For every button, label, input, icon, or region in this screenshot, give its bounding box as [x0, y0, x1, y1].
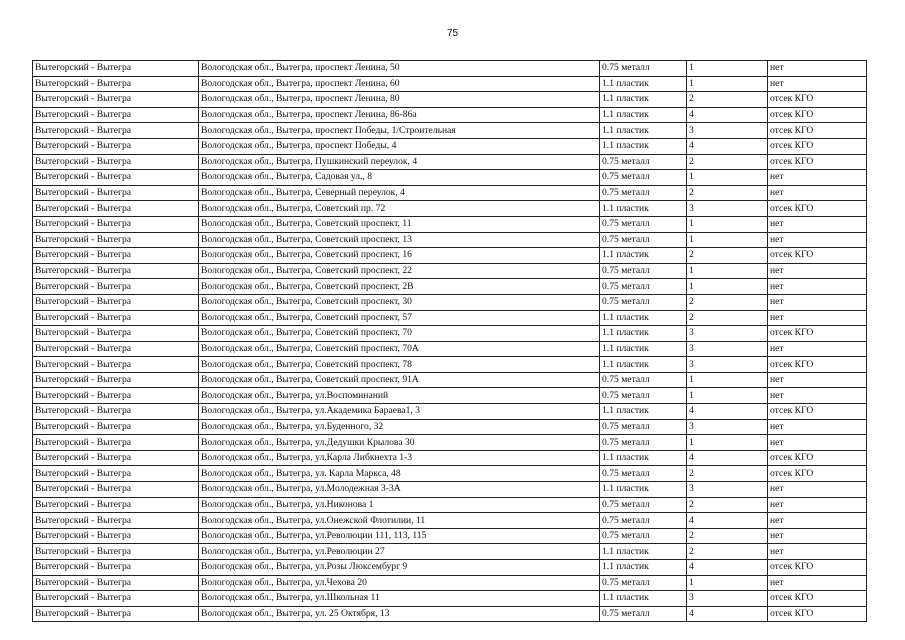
page-number: 75	[446, 28, 459, 39]
container-count-cell: 2	[687, 185, 768, 201]
address-cell: Вологодская обл., Вытегра, ул.Академика Бараева1, 3	[199, 404, 600, 420]
container-type-cell: 0.75 металл	[600, 263, 687, 279]
bulky-waste-cell: нет	[768, 388, 867, 404]
address-cell: Вологодская обл., Вытегра, Советский проспект, 57	[199, 310, 600, 326]
container-count-cell: 1	[687, 170, 768, 186]
container-type-cell: 0.75 металл	[600, 294, 687, 310]
bulky-waste-cell: отсек КГО	[768, 326, 867, 342]
district-cell: Вытегорский - Вытегра	[33, 279, 199, 295]
table-row	[33, 138, 867, 154]
district-cell: Вытегорский - Вытегра	[33, 185, 199, 201]
bulky-waste-cell: нет	[768, 435, 867, 451]
container-type-cell: 0.75 металл	[600, 606, 687, 622]
container-count-cell: 4	[687, 107, 768, 123]
container-count-cell: 4	[687, 138, 768, 154]
address-cell: Вологодская обл., Вытегра, ул.Никонова 1	[199, 497, 600, 513]
district-cell: Вытегорский - Вытегра	[33, 341, 199, 357]
bulky-waste-cell: нет	[768, 232, 867, 248]
bulky-waste-cell: отсек КГО	[768, 248, 867, 264]
table-row	[33, 294, 867, 310]
container-count-cell: 1	[687, 575, 768, 591]
bulky-waste-cell: нет	[768, 575, 867, 591]
container-type-cell: 1.1 пластик	[600, 310, 687, 326]
table-row	[33, 388, 867, 404]
table-row	[33, 185, 867, 201]
bulky-waste-cell: нет	[768, 263, 867, 279]
table-row	[33, 372, 867, 388]
container-type-cell: 0.75 металл	[600, 185, 687, 201]
table-row	[33, 419, 867, 435]
table-row	[33, 154, 867, 170]
bulky-waste-cell: нет	[768, 497, 867, 513]
district-cell: Вытегорский - Вытегра	[33, 435, 199, 451]
bulky-waste-cell: нет	[768, 341, 867, 357]
bulky-waste-cell: нет	[768, 372, 867, 388]
district-cell: Вытегорский - Вытегра	[33, 92, 199, 108]
container-type-cell: 0.75 металл	[600, 232, 687, 248]
bulky-waste-cell: отсек КГО	[768, 466, 867, 482]
district-cell: Вытегорский - Вытегра	[33, 560, 199, 576]
table-row	[33, 450, 867, 466]
address-cell: Вологодская обл., Вытегра, Советский проспект, 16	[199, 248, 600, 264]
container-count-cell: 3	[687, 326, 768, 342]
table-row	[33, 326, 867, 342]
table-row	[33, 216, 867, 232]
container-count-cell: 3	[687, 357, 768, 373]
district-cell: Вытегорский - Вытегра	[33, 466, 199, 482]
bulky-waste-cell: нет	[768, 61, 867, 77]
container-count-cell: 4	[687, 404, 768, 420]
district-cell: Вытегорский - Вытегра	[33, 388, 199, 404]
container-type-cell: 1.1 пластик	[600, 450, 687, 466]
container-count-cell: 1	[687, 372, 768, 388]
container-type-cell: 1.1 пластик	[600, 482, 687, 498]
container-count-cell: 1	[687, 216, 768, 232]
address-cell: Вологодская обл., Вытегра, Советский проспект, 70	[199, 326, 600, 342]
container-count-cell: 2	[687, 466, 768, 482]
container-count-cell: 3	[687, 591, 768, 607]
district-cell: Вытегорский - Вытегра	[33, 513, 199, 529]
district-cell: Вытегорский - Вытегра	[33, 591, 199, 607]
bulky-waste-cell: отсек КГО	[768, 450, 867, 466]
table-row	[33, 528, 867, 544]
address-cell: Вологодская обл., Вытегра, Северный переулок, 4	[199, 185, 600, 201]
container-type-cell: 0.75 металл	[600, 170, 687, 186]
container-type-cell: 0.75 металл	[600, 419, 687, 435]
table-row	[33, 466, 867, 482]
container-type-cell: 1.1 пластик	[600, 248, 687, 264]
table-row	[33, 232, 867, 248]
container-type-cell: 0.75 металл	[600, 154, 687, 170]
table-row	[33, 497, 867, 513]
table-row	[33, 263, 867, 279]
address-cell: Вологодская обл., Вытегра, Садовая ул., 8	[199, 170, 600, 186]
container-count-cell: 1	[687, 435, 768, 451]
container-count-cell: 1	[687, 388, 768, 404]
container-type-cell: 1.1 пластик	[600, 560, 687, 576]
district-cell: Вытегорский - Вытегра	[33, 248, 199, 264]
container-count-cell: 1	[687, 232, 768, 248]
container-type-cell: 1.1 пластик	[600, 544, 687, 560]
container-type-cell: 1.1 пластик	[600, 341, 687, 357]
district-cell: Вытегорский - Вытегра	[33, 263, 199, 279]
address-cell: Вологодская обл., Вытегра, ул.Буденного, 32	[199, 419, 600, 435]
container-count-cell: 1	[687, 61, 768, 77]
district-cell: Вытегорский - Вытегра	[33, 123, 199, 139]
address-cell: Вологодская обл., Вытегра, ул.Революции 27	[199, 544, 600, 560]
address-cell: Вологодская обл., Вытегра, Советский проспект, 11	[199, 216, 600, 232]
district-cell: Вытегорский - Вытегра	[33, 310, 199, 326]
district-cell: Вытегорский - Вытегра	[33, 294, 199, 310]
container-type-cell: 1.1 пластик	[600, 326, 687, 342]
container-count-cell: 3	[687, 201, 768, 217]
district-cell: Вытегорский - Вытегра	[33, 357, 199, 373]
bulky-waste-cell: отсек КГО	[768, 560, 867, 576]
bulky-waste-cell: нет	[768, 294, 867, 310]
container-type-cell: 0.75 металл	[600, 435, 687, 451]
container-count-cell: 2	[687, 497, 768, 513]
container-type-cell: 1.1 пластик	[600, 123, 687, 139]
address-cell: Вологодская обл., Вытегра, Пушкинский переулок, 4	[199, 154, 600, 170]
district-cell: Вытегорский - Вытегра	[33, 372, 199, 388]
container-count-cell: 1	[687, 279, 768, 295]
address-cell: Вологодская обл., Вытегра, Советский проспект, 13	[199, 232, 600, 248]
bulky-waste-cell: нет	[768, 544, 867, 560]
container-type-cell: 1.1 пластик	[600, 138, 687, 154]
table-row	[33, 170, 867, 186]
container-type-cell: 1.1 пластик	[600, 591, 687, 607]
address-cell: Вологодская обл., Вытегра, ул.Молодежная 3-3А	[199, 482, 600, 498]
container-count-cell: 3	[687, 341, 768, 357]
district-cell: Вытегорский - Вытегра	[33, 232, 199, 248]
bulky-waste-cell: отсек КГО	[768, 357, 867, 373]
table-row	[33, 560, 867, 576]
bulky-waste-cell: нет	[768, 310, 867, 326]
container-type-cell: 0.75 металл	[600, 575, 687, 591]
table-row	[33, 544, 867, 560]
table-row	[33, 435, 867, 451]
container-count-cell: 2	[687, 528, 768, 544]
district-cell: Вытегорский - Вытегра	[33, 107, 199, 123]
container-count-cell: 3	[687, 419, 768, 435]
container-type-cell: 0.75 металл	[600, 513, 687, 529]
container-sites-table	[32, 60, 867, 622]
bulky-waste-cell: нет	[768, 513, 867, 529]
bulky-waste-cell: нет	[768, 76, 867, 92]
container-count-cell: 2	[687, 294, 768, 310]
container-count-cell: 2	[687, 310, 768, 326]
container-count-cell: 4	[687, 606, 768, 622]
bulky-waste-cell: нет	[768, 482, 867, 498]
bulky-waste-cell: нет	[768, 170, 867, 186]
table-row	[33, 482, 867, 498]
district-cell: Вытегорский - Вытегра	[33, 61, 199, 77]
district-cell: Вытегорский - Вытегра	[33, 201, 199, 217]
table-row	[33, 107, 867, 123]
address-cell: Вологодская обл., Вытегра, ул.Розы Люксембург 9	[199, 560, 600, 576]
container-count-cell: 4	[687, 513, 768, 529]
address-cell: Вологодская обл., Вытегра, ул. Карла Маркса, 48	[199, 466, 600, 482]
container-count-cell: 3	[687, 123, 768, 139]
district-cell: Вытегорский - Вытегра	[33, 170, 199, 186]
table-row	[33, 92, 867, 108]
district-cell: Вытегорский - Вытегра	[33, 450, 199, 466]
table-row	[33, 606, 867, 622]
address-cell: Вологодская обл., Вытегра, Советский проспект, 78	[199, 357, 600, 373]
table-row	[33, 123, 867, 139]
container-count-cell: 2	[687, 154, 768, 170]
container-type-cell: 0.75 металл	[600, 388, 687, 404]
bulky-waste-cell: отсек КГО	[768, 606, 867, 622]
address-cell: Вологодская обл., Вытегра, Советский проспект, 22	[199, 263, 600, 279]
district-cell: Вытегорский - Вытегра	[33, 482, 199, 498]
district-cell: Вытегорский - Вытегра	[33, 575, 199, 591]
address-cell: Вологодская обл., Вытегра, Советский проспект, 70А	[199, 341, 600, 357]
bulky-waste-cell: отсек КГО	[768, 123, 867, 139]
address-cell: Вологодская обл., Вытегра, ул.Дедушки Крылова 30	[199, 435, 600, 451]
address-cell: Вологодская обл., Вытегра, проспект Ленина, 80	[199, 92, 600, 108]
address-cell: Вологодская обл., Вытегра, ул.Революции 111, 113, 115	[199, 528, 600, 544]
address-cell: Вологодская обл., Вытегра, ул.Воспоминаний	[199, 388, 600, 404]
table-row	[33, 279, 867, 295]
table-body	[33, 61, 867, 622]
address-cell: Вологодская обл., Вытегра, проспект Победы, 1/Строительная	[199, 123, 600, 139]
container-type-cell: 1.1 пластик	[600, 201, 687, 217]
district-cell: Вытегорский - Вытегра	[33, 497, 199, 513]
bulky-waste-cell: нет	[768, 279, 867, 295]
table-row	[33, 341, 867, 357]
container-count-cell: 2	[687, 248, 768, 264]
container-count-cell: 1	[687, 76, 768, 92]
district-cell: Вытегорский - Вытегра	[33, 528, 199, 544]
district-cell: Вытегорский - Вытегра	[33, 326, 199, 342]
container-type-cell: 1.1 пластик	[600, 404, 687, 420]
district-cell: Вытегорский - Вытегра	[33, 544, 199, 560]
container-type-cell: 0.75 металл	[600, 279, 687, 295]
table-row	[33, 404, 867, 420]
container-count-cell: 3	[687, 482, 768, 498]
table-row	[33, 310, 867, 326]
container-count-cell: 4	[687, 450, 768, 466]
bulky-waste-cell: отсек КГО	[768, 92, 867, 108]
container-type-cell: 0.75 металл	[600, 216, 687, 232]
bulky-waste-cell: нет	[768, 185, 867, 201]
container-type-cell: 0.75 металл	[600, 466, 687, 482]
bulky-waste-cell: отсек КГО	[768, 138, 867, 154]
container-count-cell: 2	[687, 544, 768, 560]
district-cell: Вытегорский - Вытегра	[33, 216, 199, 232]
address-cell: Вологодская обл., Вытегра, проспект Ленина, 60	[199, 76, 600, 92]
container-type-cell: 0.75 металл	[600, 61, 687, 77]
district-cell: Вытегорский - Вытегра	[33, 419, 199, 435]
table-row	[33, 201, 867, 217]
bulky-waste-cell: отсек КГО	[768, 404, 867, 420]
district-cell: Вытегорский - Вытегра	[33, 154, 199, 170]
bulky-waste-cell: отсек КГО	[768, 591, 867, 607]
address-cell: Вологодская обл., Вытегра, Советский проспект, 30	[199, 294, 600, 310]
bulky-waste-cell: нет	[768, 528, 867, 544]
bulky-waste-cell: отсек КГО	[768, 201, 867, 217]
address-cell: Вологодская обл., Вытегра, ул.Школьная 11	[199, 591, 600, 607]
address-cell: Вологодская обл., Вытегра, Советский пр. 72	[199, 201, 600, 217]
address-cell: Вологодская обл., Вытегра, ул.Чехова 20	[199, 575, 600, 591]
container-type-cell: 1.1 пластик	[600, 107, 687, 123]
district-cell: Вытегорский - Вытегра	[33, 138, 199, 154]
container-type-cell: 1.1 пластик	[600, 76, 687, 92]
table-row	[33, 76, 867, 92]
table-row	[33, 61, 867, 77]
container-type-cell: 1.1 пластик	[600, 357, 687, 373]
container-count-cell: 2	[687, 92, 768, 108]
bulky-waste-cell: нет	[768, 216, 867, 232]
address-cell: Вологодская обл., Вытегра, Советский проспект, 91А	[199, 372, 600, 388]
district-cell: Вытегорский - Вытегра	[33, 76, 199, 92]
district-cell: Вытегорский - Вытегра	[33, 404, 199, 420]
address-cell: Вологодская обл., Вытегра, ул. 25 Октября, 13	[199, 606, 600, 622]
address-cell: Вологодская обл., Вытегра, ул.Онежской Флотилии, 11	[199, 513, 600, 529]
bulky-waste-cell: нет	[768, 419, 867, 435]
container-type-cell: 1.1 пластик	[600, 92, 687, 108]
container-type-cell: 0.75 металл	[600, 372, 687, 388]
table-row	[33, 248, 867, 264]
address-cell: Вологодская обл., Вытегра, проспект Победы, 4	[199, 138, 600, 154]
table-row	[33, 513, 867, 529]
table-row	[33, 591, 867, 607]
table-row	[33, 575, 867, 591]
address-cell: Вологодская обл., Вытегра, ул.Карла Либкнехта 1-3	[199, 450, 600, 466]
bulky-waste-cell: отсек КГО	[768, 107, 867, 123]
bulky-waste-cell: отсек КГО	[768, 154, 867, 170]
address-cell: Вологодская обл., Вытегра, проспект Ленина, 86-86а	[199, 107, 600, 123]
address-cell: Вологодская обл., Вытегра, Советский проспект, 2В	[199, 279, 600, 295]
table-row	[33, 357, 867, 373]
address-cell: Вологодская обл., Вытегра, проспект Ленина, 50	[199, 61, 600, 77]
container-count-cell: 4	[687, 560, 768, 576]
container-type-cell: 0.75 металл	[600, 497, 687, 513]
container-count-cell: 1	[687, 263, 768, 279]
district-cell: Вытегорский - Вытегра	[33, 606, 199, 622]
container-type-cell: 0.75 металл	[600, 528, 687, 544]
